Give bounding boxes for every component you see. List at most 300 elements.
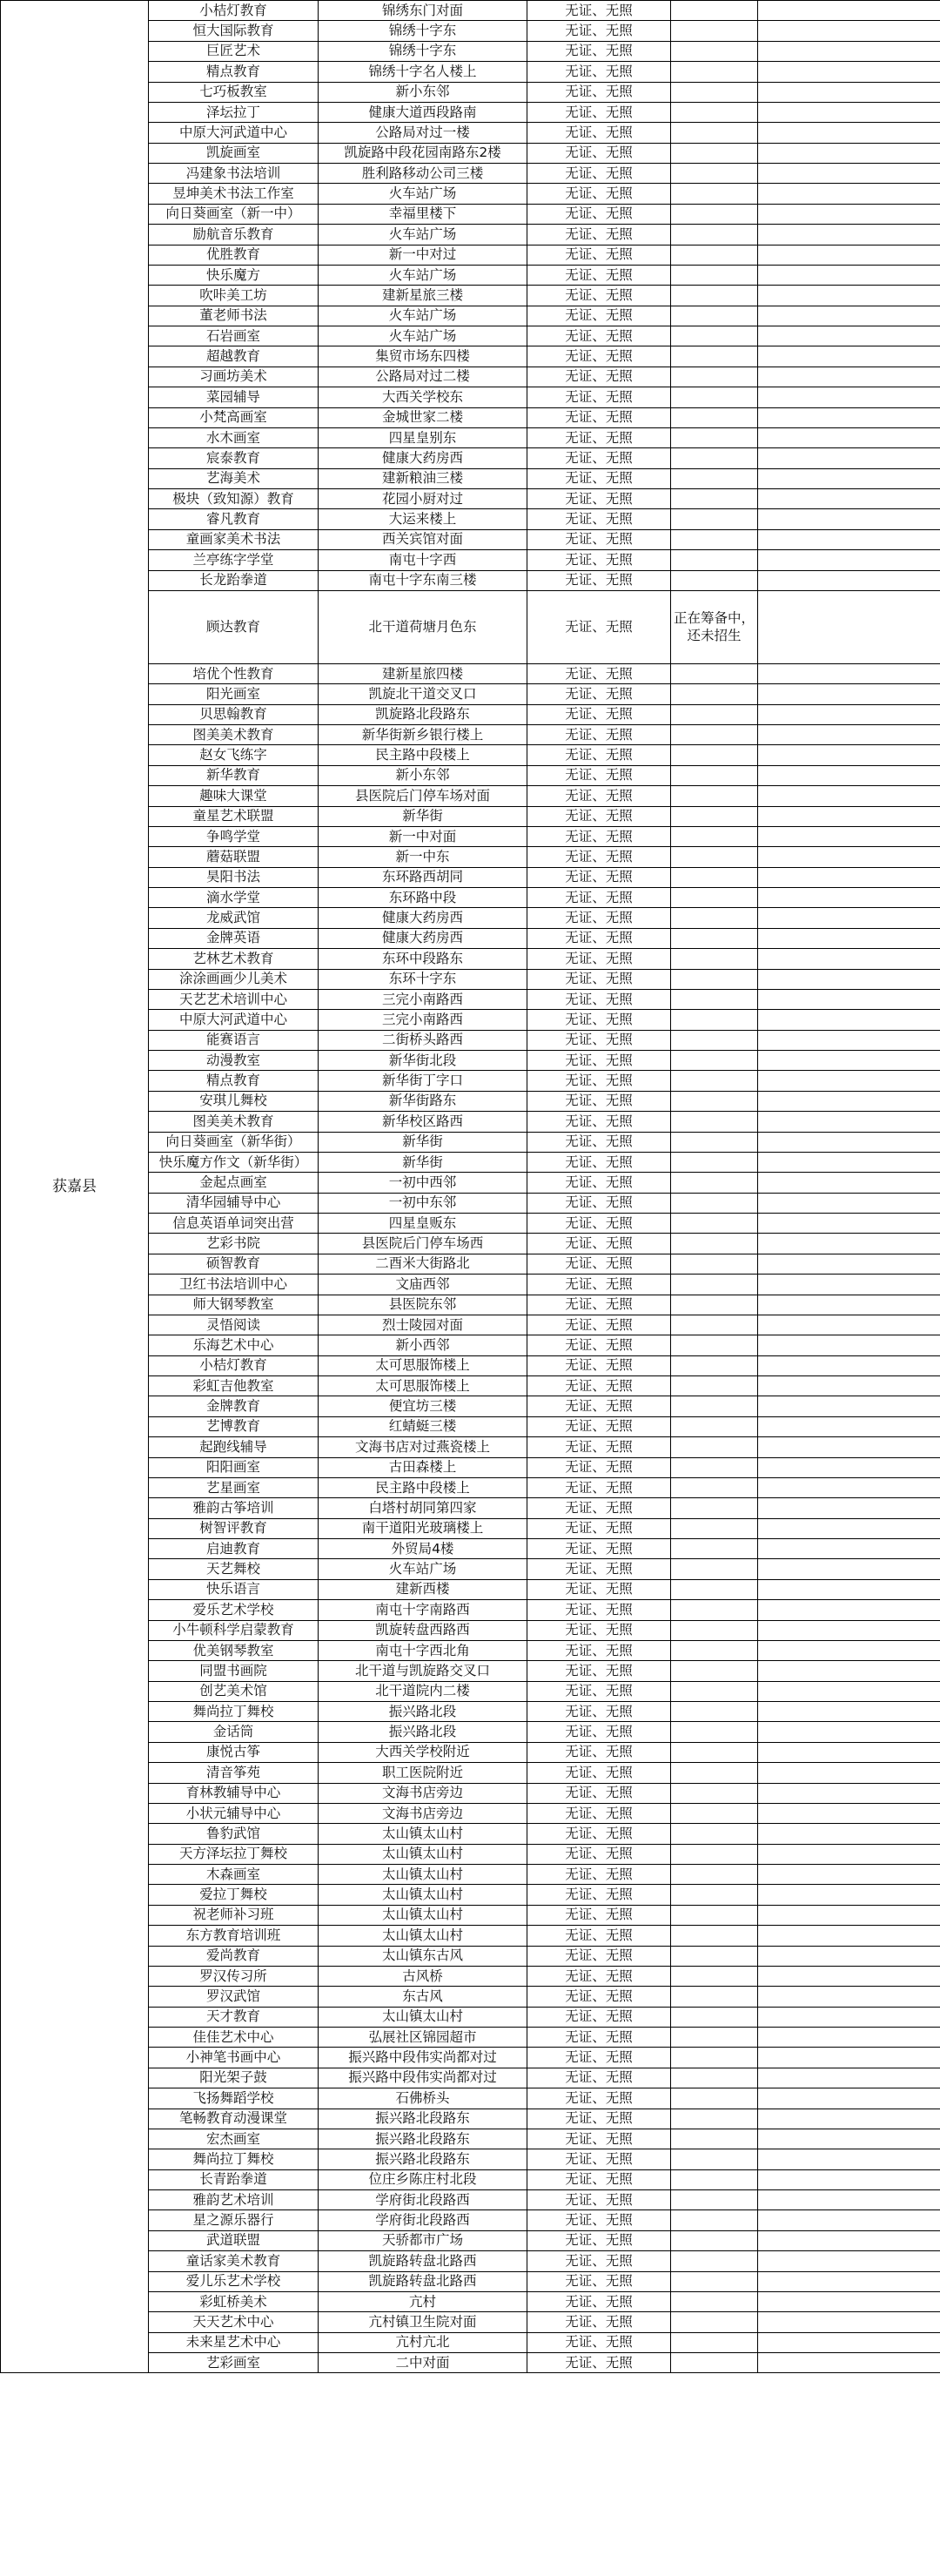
- status-cell: 无证、无照: [527, 2353, 671, 2373]
- school-name-cell: 彩虹吉他教室: [149, 1376, 319, 1396]
- address-cell: 新华街路东: [319, 1091, 527, 1111]
- school-name-cell: 习画坊美术: [149, 367, 319, 387]
- status-cell: 无证、无照: [527, 407, 671, 427]
- note-cell: [671, 448, 758, 468]
- address-cell: 民主路中段楼上: [319, 1477, 527, 1497]
- school-name-cell: 吹咔美工坊: [149, 286, 319, 306]
- status-cell: 无证、无照: [527, 1763, 671, 1783]
- school-name-cell: 清华园辅导中心: [149, 1193, 319, 1213]
- note-cell: [671, 1355, 758, 1375]
- school-name-cell: 趣味大课堂: [149, 786, 319, 806]
- empty-cell: [758, 2353, 940, 2373]
- note-cell: [671, 725, 758, 745]
- status-cell: 无证、无照: [527, 265, 671, 285]
- note-cell: [671, 1926, 758, 1946]
- note-cell: [671, 1315, 758, 1335]
- school-name-cell: 鲁豹武馆: [149, 1824, 319, 1844]
- status-cell: 无证、无照: [527, 1091, 671, 1111]
- note-cell: [671, 62, 758, 82]
- address-cell: 石佛桥头: [319, 2088, 527, 2109]
- school-name-cell: 顾达教育: [149, 590, 319, 663]
- school-name-cell: 天艺舞校: [149, 1559, 319, 1579]
- note-cell: [671, 2068, 758, 2088]
- school-name-cell: 向日葵画室（新华街）: [149, 1132, 319, 1152]
- address-cell: 太山镇东古风: [319, 1946, 527, 1966]
- note-cell: [671, 1600, 758, 1620]
- status-cell: 无证、无照: [527, 509, 671, 529]
- address-cell: 太山镇太山村: [319, 1885, 527, 1905]
- note-cell: [671, 143, 758, 163]
- address-cell: 太可思服饰楼上: [319, 1376, 527, 1396]
- status-cell: 无证、无照: [527, 1173, 671, 1193]
- empty-cell: [758, 1416, 940, 1436]
- empty-cell: [758, 847, 940, 867]
- note-cell: [671, 1335, 758, 1355]
- empty-cell: [758, 745, 940, 765]
- empty-cell: [758, 2149, 940, 2169]
- note-cell: [671, 888, 758, 908]
- note-cell: [671, 949, 758, 969]
- address-cell: 新小东邻: [319, 82, 527, 102]
- note-cell: [671, 509, 758, 529]
- status-cell: 无证、无照: [527, 928, 671, 948]
- note-cell: [671, 41, 758, 61]
- address-cell: 胜利路移动公司三楼: [319, 164, 527, 184]
- status-cell: 无证、无照: [527, 489, 671, 509]
- note-cell: [671, 826, 758, 846]
- school-name-cell: 阳光架子鼓: [149, 2068, 319, 2088]
- empty-cell: [758, 1173, 940, 1193]
- school-name-cell: 灵悟阅读: [149, 1315, 319, 1335]
- address-cell: 北干道院内二楼: [319, 1681, 527, 1701]
- address-cell: 凯旋北干道交叉口: [319, 684, 527, 704]
- empty-cell: [758, 62, 940, 82]
- school-name-cell: 图美美术教育: [149, 725, 319, 745]
- empty-cell: [758, 1010, 940, 1030]
- empty-cell: [758, 164, 940, 184]
- address-cell: 东环路西胡同: [319, 867, 527, 887]
- empty-cell: [758, 570, 940, 590]
- status-cell: 无证、无照: [527, 387, 671, 407]
- school-name-cell: 童画家美术书法: [149, 529, 319, 549]
- status-cell: 无证、无照: [527, 1600, 671, 1620]
- school-name-cell: 优美钢琴教室: [149, 1640, 319, 1660]
- empty-cell: [758, 663, 940, 683]
- status-cell: 无证、无照: [527, 867, 671, 887]
- note-cell: [671, 684, 758, 704]
- status-cell: 无证、无照: [527, 468, 671, 488]
- status-cell: 无证、无照: [527, 21, 671, 41]
- empty-cell: [758, 888, 940, 908]
- empty-cell: [758, 2169, 940, 2189]
- status-cell: 无证、无照: [527, 306, 671, 326]
- empty-cell: [758, 102, 940, 122]
- status-cell: 无证、无照: [527, 143, 671, 163]
- note-cell: [671, 1193, 758, 1213]
- status-cell: 无证、无照: [527, 1946, 671, 1966]
- school-name-cell: 新华教育: [149, 765, 319, 785]
- empty-cell: [758, 1132, 940, 1152]
- note-cell: [671, 1477, 758, 1497]
- note-cell: [671, 1865, 758, 1885]
- school-name-cell: 雅韵艺术培训: [149, 2190, 319, 2210]
- empty-cell: [758, 1539, 940, 1559]
- status-cell: 无证、无照: [527, 1987, 671, 2007]
- empty-cell: [758, 1437, 940, 1457]
- school-name-cell: 快乐语言: [149, 1579, 319, 1599]
- school-name-cell: 兰亭练字学堂: [149, 550, 319, 570]
- status-cell: 无证、无照: [527, 1275, 671, 1295]
- address-cell: 太山镇太山村: [319, 1926, 527, 1946]
- school-name-cell: 天艺艺术培训中心: [149, 989, 319, 1009]
- address-cell: 古风桥: [319, 1966, 527, 1986]
- status-cell: 无证、无照: [527, 2312, 671, 2332]
- empty-cell: [758, 2291, 940, 2311]
- note-cell: [671, 989, 758, 1009]
- school-name-cell: 宸泰教育: [149, 448, 319, 468]
- status-cell: 无证、无照: [527, 82, 671, 102]
- school-name-cell: 安琪儿舞校: [149, 1091, 319, 1111]
- note-cell: [671, 184, 758, 204]
- empty-cell: [758, 1681, 940, 1701]
- empty-cell: [758, 684, 940, 704]
- school-name-cell: 起跑线辅导: [149, 1437, 319, 1457]
- status-cell: 无证、无照: [527, 1030, 671, 1050]
- status-cell: 无证、无照: [527, 2291, 671, 2311]
- empty-cell: [758, 21, 940, 41]
- address-cell: 金城世家二楼: [319, 407, 527, 427]
- status-cell: 无证、无照: [527, 949, 671, 969]
- school-name-cell: 恒大国际教育: [149, 21, 319, 41]
- school-name-cell: 小桔灯教育: [149, 1355, 319, 1375]
- school-name-cell: 培优个性教育: [149, 663, 319, 683]
- note-cell: [671, 367, 758, 387]
- empty-cell: [758, 1783, 940, 1803]
- empty-cell: [758, 1051, 940, 1071]
- empty-cell: [758, 1254, 940, 1274]
- school-name-cell: 极块（致知源）教育: [149, 489, 319, 509]
- school-name-cell: 树智评教育: [149, 1518, 319, 1538]
- school-name-cell: 冯建象书法培训: [149, 164, 319, 184]
- note-cell: [671, 1539, 758, 1559]
- note-cell: [671, 2230, 758, 2250]
- empty-cell: [758, 1030, 940, 1050]
- note-cell: [671, 1112, 758, 1132]
- school-name-cell: 舞尚拉丁舞校: [149, 2149, 319, 2169]
- status-cell: 无证、无照: [527, 1783, 671, 1803]
- school-name-cell: 泽坛拉丁: [149, 102, 319, 122]
- note-cell: [671, 1234, 758, 1254]
- empty-cell: [758, 1396, 940, 1416]
- status-cell: 无证、无照: [527, 663, 671, 683]
- address-cell: 锦绣东门对面: [319, 1, 527, 21]
- note-cell: [671, 2169, 758, 2189]
- status-cell: 无证、无照: [527, 1681, 671, 1701]
- school-name-cell: 爱尚教育: [149, 1946, 319, 1966]
- school-name-cell: 金牌英语: [149, 928, 319, 948]
- address-cell: 振兴路北段路东: [319, 2149, 527, 2169]
- school-name-cell: 祝老师补习班: [149, 1905, 319, 1925]
- school-name-cell: 长龙跆拳道: [149, 570, 319, 590]
- note-cell: [671, 1620, 758, 1640]
- note-cell: [671, 2210, 758, 2230]
- address-cell: 凯旋路转盘北路西: [319, 2271, 527, 2291]
- address-cell: 北干道荷塘月色东: [319, 590, 527, 663]
- school-name-cell: 蘑菇联盟: [149, 847, 319, 867]
- empty-cell: [758, 1661, 940, 1681]
- school-name-cell: 笔畅教育动漫课堂: [149, 2109, 319, 2129]
- status-cell: 无证、无照: [527, 245, 671, 265]
- empty-cell: [758, 1844, 940, 1864]
- address-cell: 红蜻蜓三楼: [319, 1416, 527, 1436]
- empty-cell: [758, 2007, 940, 2027]
- note-cell: [671, 1844, 758, 1864]
- address-cell: 一初中西邻: [319, 1173, 527, 1193]
- empty-cell: [758, 2068, 940, 2088]
- empty-cell: [758, 286, 940, 306]
- address-cell: 新华街北段: [319, 1051, 527, 1071]
- status-cell: 无证、无照: [527, 1702, 671, 1722]
- note-cell: [671, 1518, 758, 1538]
- status-cell: 无证、无照: [527, 969, 671, 989]
- address-cell: 健康大道西段路南: [319, 102, 527, 122]
- status-cell: 无证、无照: [527, 41, 671, 61]
- empty-cell: [758, 1620, 940, 1640]
- note-cell: [671, 969, 758, 989]
- school-name-cell: 天方泽坛拉丁舞校: [149, 1844, 319, 1864]
- note-cell: [671, 306, 758, 326]
- address-cell: 西关宾馆对面: [319, 529, 527, 549]
- school-name-cell: 天天艺术中心: [149, 2312, 319, 2332]
- school-name-cell: 七巧板教室: [149, 82, 319, 102]
- status-cell: 无证、无照: [527, 2332, 671, 2352]
- status-cell: 无证、无照: [527, 765, 671, 785]
- empty-cell: [758, 969, 940, 989]
- status-cell: 无证、无照: [527, 786, 671, 806]
- status-cell: 无证、无照: [527, 164, 671, 184]
- address-cell: 三完小南路西: [319, 989, 527, 1009]
- note-cell: [671, 1457, 758, 1477]
- empty-cell: [758, 1865, 940, 1885]
- status-cell: 无证、无照: [527, 102, 671, 122]
- school-name-cell: 巨匠艺术: [149, 41, 319, 61]
- empty-cell: [758, 1946, 940, 1966]
- school-name-cell: 能赛语言: [149, 1030, 319, 1050]
- note-cell: [671, 1803, 758, 1823]
- note-cell: [671, 2007, 758, 2027]
- table-body: [1, 1, 940, 2373]
- status-cell: 无证、无照: [527, 2048, 671, 2068]
- empty-cell: [758, 468, 940, 488]
- status-cell: 无证、无照: [527, 1234, 671, 1254]
- note-cell: [671, 704, 758, 724]
- school-name-cell: 艺彩画室: [149, 2353, 319, 2373]
- empty-cell: [758, 1315, 940, 1335]
- note-cell: [671, 928, 758, 948]
- status-cell: 无证、无照: [527, 1620, 671, 1640]
- status-cell: 无证、无照: [527, 1010, 671, 1030]
- school-name-cell: 昱坤美术书法工作室: [149, 184, 319, 204]
- address-cell: 四星皇别东: [319, 427, 527, 447]
- status-cell: 无证、无照: [527, 286, 671, 306]
- school-name-cell: 阳光画室: [149, 684, 319, 704]
- empty-cell: [758, 529, 940, 549]
- status-cell: 无证、无照: [527, 1112, 671, 1132]
- note-cell: [671, 786, 758, 806]
- empty-cell: [758, 1355, 940, 1375]
- school-name-cell: 小状元辅导中心: [149, 1803, 319, 1823]
- empty-cell: [758, 2271, 940, 2291]
- school-name-cell: 艺星画室: [149, 1477, 319, 1497]
- school-name-cell: 同盟书画院: [149, 1661, 319, 1681]
- address-cell: 南干道阳光玻璃楼上: [319, 1518, 527, 1538]
- school-name-cell: 佳佳艺术中心: [149, 2028, 319, 2048]
- address-cell: 花园小厨对过: [319, 489, 527, 509]
- note-cell: [671, 570, 758, 590]
- empty-cell: [758, 1112, 940, 1132]
- address-cell: 振兴路中段伟实尚都对过: [319, 2068, 527, 2088]
- address-cell: 东古风: [319, 1987, 527, 2007]
- address-cell: 新华街: [319, 806, 527, 826]
- school-name-cell: 小桔灯教育: [149, 1, 319, 21]
- status-cell: 无证、无照: [527, 1396, 671, 1416]
- status-cell: 无证、无照: [527, 1457, 671, 1477]
- empty-cell: [758, 1905, 940, 1925]
- note-cell: [671, 204, 758, 224]
- empty-cell: [758, 1640, 940, 1660]
- note-cell: [671, 2028, 758, 2048]
- address-cell: 锦绣十字东: [319, 41, 527, 61]
- school-name-cell: 金起点画室: [149, 1173, 319, 1193]
- status-cell: 无证、无照: [527, 2251, 671, 2271]
- address-cell: 亢村镇卫生院对面: [319, 2312, 527, 2332]
- note-cell: [671, 1498, 758, 1518]
- address-cell: 文海书店旁边: [319, 1803, 527, 1823]
- empty-cell: [758, 1885, 940, 1905]
- status-cell: 无证、无照: [527, 1885, 671, 1905]
- address-cell: 健康大药房西: [319, 928, 527, 948]
- status-cell: 无证、无照: [527, 1295, 671, 1315]
- note-cell: [671, 468, 758, 488]
- school-name-cell: 快乐魔方作文（新华街）: [149, 1152, 319, 1172]
- empty-cell: [758, 2109, 940, 2129]
- empty-cell: [758, 1234, 940, 1254]
- school-name-cell: 硕智教育: [149, 1254, 319, 1274]
- school-name-cell: 爱乐艺术学校: [149, 1600, 319, 1620]
- empty-cell: [758, 1722, 940, 1742]
- note-cell: [671, 1722, 758, 1742]
- address-cell: 县医院后门停车场西: [319, 1234, 527, 1254]
- empty-cell: [758, 1966, 940, 1986]
- address-cell: 振兴路中段伟实尚都对过: [319, 2048, 527, 2068]
- address-cell: 南屯十字南路西: [319, 1600, 527, 1620]
- status-cell: 无证、无照: [527, 1722, 671, 1742]
- school-name-cell: 小牛顿科学启蒙教育: [149, 1620, 319, 1640]
- note-cell: [671, 847, 758, 867]
- status-cell: 无证、无照: [527, 326, 671, 346]
- school-name-cell: 育林教辅导中心: [149, 1783, 319, 1803]
- note-cell: [671, 2149, 758, 2169]
- empty-cell: [758, 1824, 940, 1844]
- note-cell: [671, 2291, 758, 2311]
- school-name-cell: 乐海艺术中心: [149, 1335, 319, 1355]
- school-name-cell: 董老师书法: [149, 306, 319, 326]
- note-cell: [671, 286, 758, 306]
- empty-cell: [758, 1152, 940, 1172]
- status-cell: 无证、无照: [527, 806, 671, 826]
- status-cell: 无证、无照: [527, 888, 671, 908]
- address-cell: 东环路中段: [319, 888, 527, 908]
- note-cell: [671, 1702, 758, 1722]
- note-cell: [671, 164, 758, 184]
- status-cell: 无证、无照: [527, 1335, 671, 1355]
- address-cell: 古田森楼上: [319, 1457, 527, 1477]
- status-cell: 无证、无照: [527, 1355, 671, 1375]
- address-cell: 新一中对过: [319, 245, 527, 265]
- status-cell: 无证、无照: [527, 204, 671, 224]
- empty-cell: [758, 2088, 940, 2109]
- school-name-cell: 创艺美术馆: [149, 1681, 319, 1701]
- address-cell: 亢村: [319, 2291, 527, 2311]
- address-cell: 建新星旅三楼: [319, 286, 527, 306]
- note-cell: [671, 1214, 758, 1234]
- school-name-cell: 童星艺术联盟: [149, 806, 319, 826]
- status-cell: 无证、无照: [527, 346, 671, 367]
- note-cell: [671, 387, 758, 407]
- status-cell: 无证、无照: [527, 2190, 671, 2210]
- address-cell: 学府街北段路西: [319, 2190, 527, 2210]
- address-cell: 南屯十字东南三楼: [319, 570, 527, 590]
- empty-cell: [758, 82, 940, 102]
- school-name-cell: 罗汉传习所: [149, 1966, 319, 1986]
- note-cell: [671, 745, 758, 765]
- empty-cell: [758, 1071, 940, 1091]
- school-name-cell: 天才教育: [149, 2007, 319, 2027]
- empty-cell: [758, 1742, 940, 1762]
- empty-cell: [758, 1518, 940, 1538]
- status-cell: 无证、无照: [527, 1193, 671, 1213]
- note-cell: [671, 2251, 758, 2271]
- status-cell: 无证、无照: [527, 1824, 671, 1844]
- note-cell: [671, 806, 758, 826]
- address-cell: 天骄都市广场: [319, 2230, 527, 2250]
- status-cell: 无证、无照: [527, 1214, 671, 1234]
- status-cell: 无证、无照: [527, 225, 671, 245]
- empty-cell: [758, 2230, 940, 2250]
- note-cell: [671, 1416, 758, 1436]
- school-name-cell: 艺彩书院: [149, 1234, 319, 1254]
- address-cell: 二街桥头路西: [319, 1030, 527, 1050]
- status-cell: 无证、无照: [527, 448, 671, 468]
- empty-cell: [758, 407, 940, 427]
- school-name-cell: 阳阳画室: [149, 1457, 319, 1477]
- school-name-cell: 未来星艺术中心: [149, 2332, 319, 2352]
- address-cell: 南屯十字西北角: [319, 1640, 527, 1660]
- address-cell: 集贸市场东四楼: [319, 346, 527, 367]
- address-cell: 凯旋路转盘北路西: [319, 2251, 527, 2271]
- empty-cell: [758, 704, 940, 724]
- school-name-cell: 金牌教育: [149, 1396, 319, 1416]
- empty-cell: [758, 1275, 940, 1295]
- school-name-cell: 动漫教室: [149, 1051, 319, 1071]
- empty-cell: [758, 1457, 940, 1477]
- school-name-cell: 舞尚拉丁舞校: [149, 1702, 319, 1722]
- address-cell: 振兴路北段路东: [319, 2129, 527, 2149]
- address-cell: 火车站广场: [319, 225, 527, 245]
- note-cell: [671, 1559, 758, 1579]
- address-cell: 东环十字东: [319, 969, 527, 989]
- empty-cell: [758, 427, 940, 447]
